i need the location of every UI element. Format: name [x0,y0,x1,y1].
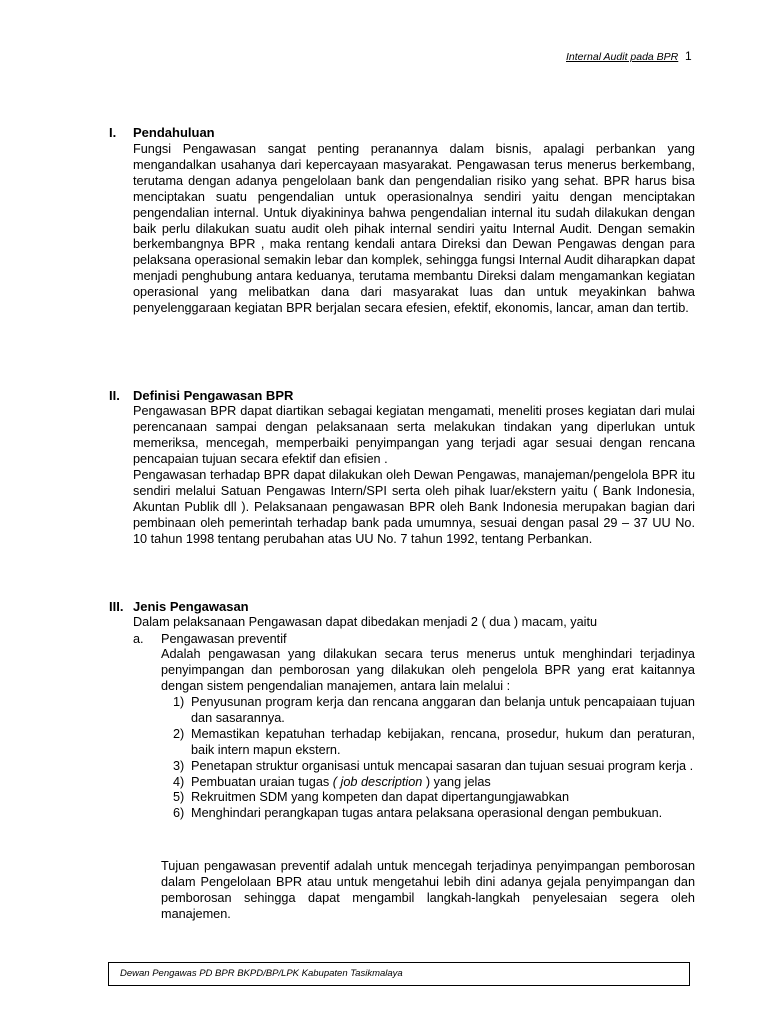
page-number: 1 [685,49,692,63]
preventive-measures-list [161,695,695,822]
section-1-title: Pendahuluan [133,125,215,140]
list-item [161,775,695,791]
list-item [161,790,695,806]
list-item [161,695,695,727]
list-item-number: 3) [173,758,185,773]
list-item-text: Menghindari perangkapan tugas antara pelaksana operasional dengan pembukuan. [191,806,663,821]
section-3-closing-paragraph: Tujuan pengawasan preventif adalah untuk mencegah terjadinya penyimpangan pemborosan dalam Pengelolaan BPR atau untuk mengetahui lebih dini adanya gejala penyimpangan dan pemborosan sehingga dapat mengambil langkah-langkah penyelesaian segera oleh manajemen. [161,859,695,921]
list-item-number: 5) [173,790,185,805]
section-2-number: II. [109,388,120,403]
list-item [161,727,695,759]
section-1-number: I. [109,125,117,140]
running-header-title: Internal Audit pada BPR [566,51,679,63]
section-1-paragraph: Fungsi Pengawasan sangat penting peranannya dalam bisnis, apalagi perbankan yang mengandalkan usahanya dari kepercayaan masyarakat. Pengawasan terus menerus berkembang, terutama dengan adanya pengelolaan bank dan pengendalian risiko yang sehat. BPR harus bisa menciptakan suatu pengendalian untuk operasionalnya sendiri yaitu dengan menciptakan pengendalian internal. Untuk diyakininya bahwa pengendalian internal itu sudah dilakukan dengan baik perlu dilakukan suatu audit oleh pihak internal sendiri yaitu Internal Audit. Dengan semakin berkembangnya BPR , maka rentang kendali antara Direksi dan Dewan Pengawas dengan para pelaksana operasional semakin lebar dan komplek, sehingga fungsi Internal Audit diharapkan dapat menjadi penghubung antara keduanya, terutama membantu Direksi dalam mengamankan kegiatan operasional yang melibatkan dana dari masyarakat luas dan untuk meyakinkan bahwa penyelenggaraan kegiatan BPR berjalan secara efesien, efektif, ekonomis, lancar, aman dan tertib. [133,142,695,316]
list-item-number: 6) [173,806,185,821]
section-2-title: Definisi Pengawasan BPR [133,388,294,403]
subsection-title: Pengawasan preventif [161,632,287,646]
section-2-paragraph-1: Pengawasan BPR dapat diartikan sebagai kegiatan mengamati, meneliti proses kegiatan dari mulai perencanaan sampai dengan pelaksanaan serta melakukan tindakan yang diperlukan untuk memeriksa, mencegah, memperbaiki penyimpangan yang terjadi agar sesuai dengan rencana pencapaian tujuan secara efektif dan efisien . [133,404,695,466]
list-item-text-after: ) yang jelas [422,774,491,789]
list-item-text-italic: ( job description [332,774,423,789]
list-item-text: Penetapan struktur organisasi untuk mencapai sasaran dan tujuan sesuai program kerja . [191,758,694,773]
list-item [161,759,695,775]
list-item-text: Penyusunan program kerja dan rencana anggaran dan belanja untuk pencapaiaan tujuan dan sasarannya. [191,695,695,725]
footer-box [108,962,690,986]
subsection-paragraph: Adalah pengawasan yang dilakukan secara terus menerus untuk menghindari terjadinya penyimpangan dan pemborosan yang dilakukan oleh pengelola BPR yang erat kaitannya dengan sistem pengendalian manajemen, antara lain melalui : [161,647,695,693]
section-3-number: III. [109,599,124,614]
list-item-number: 4) [173,774,185,789]
list-item-number: 2) [173,726,185,741]
section-3-title: Jenis Pengawasan [133,599,249,614]
list-item-text-before: Pembuatan uraian tugas [191,774,333,789]
footer-text: Dewan Pengawas PD BPR BKPD/BP/LPK Kabupaten Tasikmalaya [120,968,403,979]
list-item-text: Rekruitmen SDM yang kompeten dan dapat dipertangungjawabkan [191,790,570,805]
section-2-paragraph-2: Pengawasan terhadap BPR dapat dilakukan oleh Dewan Pengawas, manajeman/pengelola BPR itu sendiri melalui Satuan Pengawas Intern/SPI serta oleh pihak luar/ekstern yaitu ( Bank Indonesia, Akuntan Publik dll ). Pelaksanaan pengawasan BPR oleh Bank Indonesia merupakan bagian dari pembinaan oleh pemerintah terhadap bank pada umumnya, sesuai dengan pasal 29 – 37 UU No. 10 tahun 1998 tentang perubahan atas UU No. 7 tahun 1992, tentang Perbankan. [133,468,695,546]
subsection-letter: a. [133,632,144,646]
section-3-intro: Dalam pelaksanaan Pengawasan dapat dibedakan menjadi 2 ( dua ) macam, yaitu [133,615,598,629]
list-item-text: Memastikan kepatuhan terhadap kebijakan, rencana, prosedur, hukum dan peraturan, baik intern mapun ekstern. [191,726,695,757]
list-item [161,806,695,822]
list-item-number: 1) [173,695,185,709]
